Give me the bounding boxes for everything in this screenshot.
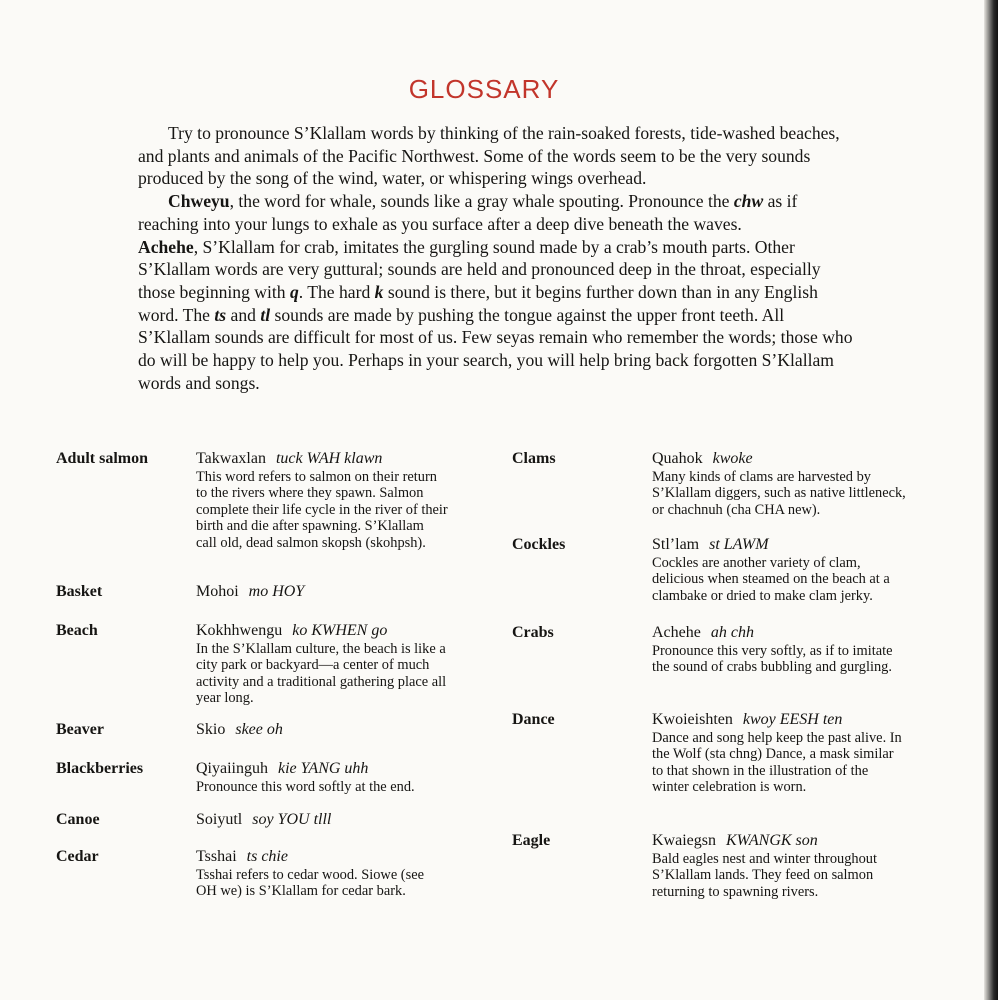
glossary-term: Eagle: [512, 832, 551, 849]
glossary-description: This word refers to salmon on their return to the rivers where they spawn. Salmon complete their life cycle in the river of their birth and die after spawning. S’Klallam call old, dead salmon skopsh (skohpsh).: [196, 469, 448, 551]
pronunciation: kwoy EESH ten: [742, 711, 843, 728]
glossary-term: Adult salmon: [56, 450, 149, 467]
glossary-term: Basket: [56, 583, 103, 600]
sklallam-word: Stl’lam: [652, 536, 700, 553]
term-chweyu: Chweyu: [168, 191, 230, 212]
pronunciation: st LAWM: [709, 536, 769, 553]
intro-paragraph-3: Achehe, S’Klallam for crab, imitates the gurgling sound made by a crab’s mouth parts. Other S’Klallam words are very guttural; sounds are held and pronounced deep in the throat, especially those beginning with q. The hard k sound is there, but it begins further down than in any English word. The ts and tl sounds are made by pushing the tongue against the upper front teeth. All S’Klallam sounds are difficult for most of us. Few seyas remain who remember the words; those who do will be happy to help you. Perhaps in your search, you will help bring back forgotten S’Klallam words and songs.: [138, 236, 853, 393]
glossary-description: Cockles are another variety of clam, delicious when steamed on the beach at a clambake or dried to make clam jerky.: [652, 555, 890, 604]
glossary-description: In the S’Klallam culture, the beach is like a city park or backyard—a center of much activity and a traditional gathering place all year long.: [196, 641, 447, 707]
glossary-term: Beaver: [56, 721, 104, 738]
sklallam-word: Kokhhwengu: [196, 622, 283, 639]
intro-text: [138, 122, 854, 394]
glossary-description: Bald eagles nest and winter throughout S’Klallam lands. They feed on salmon returning to spawning rivers.: [652, 851, 878, 900]
glossary-description: Pronounce this word softly at the end.: [196, 779, 415, 795]
glossary-term: Clams: [512, 450, 556, 467]
sklallam-word: Mohoi: [196, 583, 239, 600]
glossary-term: Crabs: [512, 624, 554, 641]
intro-paragraph-1: Try to pronounce S’Klallam words by thinking of the rain-soaked forests, tide-washed beaches, and plants and animals of the Pacific Northwest. Some of the words seem to be the very sounds produced by the song of the wind, water, or whispering wings overhead.: [138, 123, 840, 189]
page-title: GLOSSARY: [408, 74, 560, 104]
pronunciation: skee oh: [235, 721, 283, 738]
term-achehe: Achehe: [138, 236, 194, 257]
pronunciation: mo HOY: [248, 583, 305, 600]
glossary-term: Cedar: [56, 848, 99, 865]
sklallam-word: Kwaiegsn: [652, 832, 716, 849]
glossary-description: Pronounce this very softly, as if to imitate the sound of crabs bubbling and gurgling.: [652, 643, 893, 676]
glossary-description: Dance and song help keep the past alive. In the Wolf (sta chng) Dance, a mask similar to that shown in the illustration of the winter celebration is worn.: [652, 730, 902, 796]
glossary-term: Beach: [56, 622, 98, 639]
page-edge-shadow: [984, 0, 998, 1000]
pronunciation: kie YANG uhh: [278, 760, 369, 777]
pronunciation: KWANGK son: [725, 832, 818, 849]
sklallam-word: Achehe: [652, 624, 701, 641]
sklallam-word: Tsshai: [196, 848, 237, 865]
sklallam-word: Takwaxlan: [196, 450, 266, 467]
pronunciation: kwoke: [712, 450, 753, 467]
glossary-term: Dance: [512, 711, 555, 728]
glossary-description: Tsshai refers to cedar wood. Siowe (see OH we) is S’Klallam for cedar bark.: [196, 867, 424, 900]
glossary-term: Blackberries: [56, 760, 144, 777]
sklallam-word: Soiyutl: [196, 811, 243, 828]
intro-paragraph-2: Chweyu, the word for whale, sounds like a gray whale spouting. Pronounce the chw as if reaching into your lungs to exhale as you surface after a deep dive beneath the waves.: [138, 191, 798, 234]
pronunciation: soy YOU tlll: [252, 811, 332, 828]
sklallam-word: Skio: [196, 721, 226, 738]
pronunciation: tuck WAH klawn: [275, 450, 383, 467]
glossary-description: Many kinds of clams are harvested by S’Klallam diggers, such as native littleneck, or chachnuh (cha CHA new).: [652, 469, 906, 518]
pronunciation: ts chie: [246, 848, 288, 865]
sklallam-word: Kwoieishten: [652, 711, 733, 728]
sklallam-word: Quahok: [652, 450, 703, 467]
glossary-term: Canoe: [56, 811, 100, 828]
pronunciation: ko KWHEN go: [292, 622, 388, 639]
sklallam-word: Qiyaiinguh: [196, 760, 268, 777]
pronunciation: ah chh: [710, 624, 754, 641]
glossary-term: Cockles: [512, 536, 566, 553]
